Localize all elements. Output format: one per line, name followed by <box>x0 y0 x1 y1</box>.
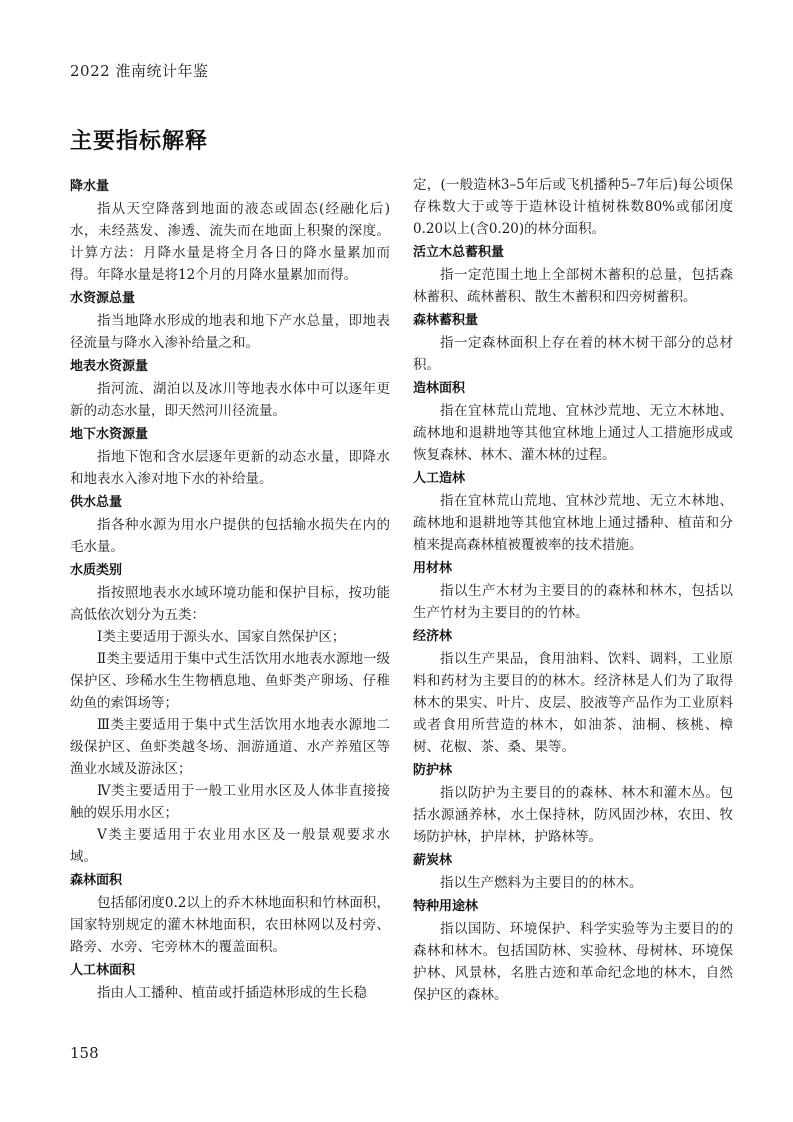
definition-paragraph: 指以生产果品，食用油料、饮料、调料，工业原料和药材为主要目的的林木。经济林是人们为了取得林木的果实、叶片、皮层、胶液等产品作为工业原料或者食用所营造的林木，如油茶、油桐、核桃、樟树、花椒、茶、桑、果等。 <box>413 651 733 755</box>
definition-paragraph: Ⅰ类主要适用于源头水、国家自然保护区； <box>97 629 346 645</box>
definition-paragraph: 指在宜林荒山荒地、宜林沙荒地、无立木林地、疏林地和退耕地等其他宜林地上通过播种、植苗和分植来提高森林植被覆被率的技术措施。 <box>413 493 733 553</box>
definition-paragraph: 指一定森林面积上存在着的林木树干部分的总材积。 <box>413 335 733 373</box>
term-heading: 地表水资源量 <box>70 359 149 374</box>
definition-paragraph: 指河流、湖泊以及冰川等地表水体中可以逐年更新的动态水量，即天然河川径流量。 <box>70 381 390 419</box>
term-heading: 造林面积 <box>413 381 466 396</box>
definition-paragraph: Ⅳ类主要适用于一般工业用水区及人体非直接接触的娱乐用水区； <box>70 783 390 821</box>
definition-paragraph: 指按照地表水水域环境功能和保护目标，按功能高低依次划分为五类： <box>70 585 390 623</box>
definition-paragraph: 包括郁闭度0.2以上的乔木林地面积和竹林面积，国家特别规定的灌木林地面积，农田林网以及村旁、路旁、水旁、宅旁林木的覆盖面积。 <box>70 895 390 955</box>
term-heading: 森林面积 <box>70 873 123 888</box>
term-heading: 降水量 <box>70 179 110 194</box>
term-heading: 水资源总量 <box>70 291 136 306</box>
term-heading: 活立木总蓄积量 <box>413 245 505 260</box>
term-heading: 特种用途林 <box>413 899 479 914</box>
right-column <box>413 174 733 1006</box>
term-heading: 地下水资源量 <box>70 427 149 442</box>
definition-paragraph: 指以防护为主要目的的森林、林木和灌木丛。包括水源涵养林，水土保持林，防风固沙林，农田、牧场防护林，护岸林，护路林等。 <box>413 785 733 845</box>
left-column <box>70 174 390 1004</box>
term-heading: 森林蓄积量 <box>413 313 479 328</box>
term-heading: 薪炭林 <box>413 853 453 868</box>
definition-paragraph: 指当地降水形成的地表和地下产水总量，即地表径流量与降水入渗补给量之和。 <box>70 313 390 351</box>
term-heading: 人工林面积 <box>70 963 136 978</box>
definition-paragraph: 指以国防、环境保护、科学实验等为主要目的的森林和林木。包括国防林、实验林、母树林、环境保护林、风景林，名胜古迹和革命纪念地的林木，自然保护区的森林。 <box>413 921 733 1003</box>
term-heading: 水质类别 <box>70 563 123 578</box>
term-heading: 供水总量 <box>70 495 123 510</box>
definition-paragraph: 指在宜林荒山荒地、宜林沙荒地、无立木林地、疏林地和退耕地等其他宜林地上通过人工措施形成或恢复森林、林木、灌木林的过程。 <box>413 403 733 463</box>
page-number: 158 <box>70 1044 99 1062</box>
continued-paragraph: 定，(一般造林3–5年后或飞机播种5–7年后)每公顷保存株数大于或等于造林设计植树株数80%或郁闭度0.20以上(含0.20)的林分面积。 <box>413 177 733 237</box>
term-heading: 防护林 <box>413 763 453 778</box>
term-heading: 用材林 <box>413 561 453 576</box>
section-title: 主要指标解释 <box>70 129 209 154</box>
definition-paragraph: 指各种水源为用水户提供的包括输水损失在内的毛水量。 <box>70 517 390 555</box>
definition-paragraph: Ⅱ类主要适用于集中式生活饮用水地表水源地一级保护区、珍稀水生生物栖息地、鱼虾类产卵场、仔稚幼鱼的索饵场等； <box>70 651 390 711</box>
definition-paragraph: 指从天空降落到地面的液态或固态(经融化后)水，未经蒸发、渗透、流失而在地面上积聚的深度。计算方法：月降水量是将全月各日的降水量累加而得。年降水量是将12个月的月降水量累加而得。 <box>70 201 390 283</box>
running-header: 2022 淮南统计年鉴 <box>70 62 209 80</box>
definition-paragraph: Ⅲ类主要适用于集中式生活饮用水地表水源地二级保护区、鱼虾类越冬场、洄游通道、水产养殖区等渔业水域及游泳区； <box>70 717 390 777</box>
term-heading: 人工造林 <box>413 471 466 486</box>
definition-paragraph: 指一定范围土地上全部树木蓄积的总量，包括森林蓄积、疏林蓄积、散生木蓄积和四旁树蓄积。 <box>413 267 733 305</box>
definition-paragraph: 指由人工播种、植苗或扦插造林形成的生长稳 <box>97 985 367 1001</box>
definition-paragraph: 指地下饱和含水层逐年更新的动态水量，即降水和地表水入渗对地下水的补给量。 <box>70 449 390 487</box>
definition-paragraph: 指以生产木材为主要目的的森林和林木，包括以生产竹材为主要目的的竹林。 <box>413 583 733 621</box>
definition-paragraph: 指以生产燃料为主要目的的林木。 <box>440 875 643 891</box>
term-heading: 经济林 <box>413 629 453 644</box>
definition-paragraph: Ⅴ类主要适用于农业用水区及一般景观要求水域。 <box>70 827 390 865</box>
